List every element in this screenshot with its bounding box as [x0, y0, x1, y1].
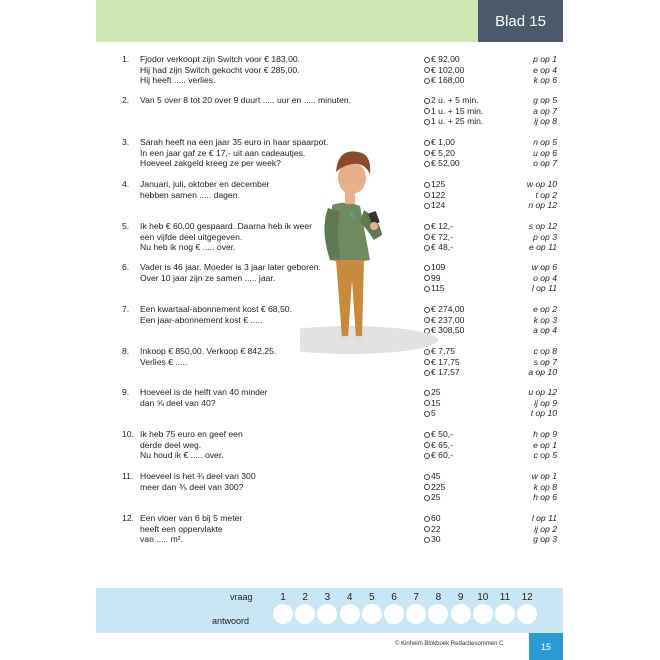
sheet-title: Blad 15 — [478, 0, 563, 42]
question-number: 7. — [122, 304, 130, 314]
radio-circle-icon[interactable] — [424, 359, 430, 365]
answer-option[interactable] — [424, 429, 557, 440]
option-value: 22 — [431, 523, 441, 534]
grid-question-number: 8 — [435, 592, 442, 603]
option-code: c op 5 — [533, 450, 557, 460]
question-text-line: Verlies € ..... — [140, 356, 188, 367]
option-value: 45 — [431, 471, 441, 482]
option-value: 5 — [431, 408, 436, 419]
option-value: € 72,- — [431, 231, 453, 242]
radio-circle-icon[interactable] — [424, 432, 430, 438]
answer-circle-field[interactable] — [495, 604, 515, 624]
question-text-line: Hoeveel is het ¾ deel van 300 — [140, 471, 256, 481]
radio-circle-icon[interactable] — [424, 516, 430, 522]
grid-question-number: 7 — [413, 592, 419, 603]
question-text-line: In een jaar gaf ze € 17,- uit aan cadeautjes. — [140, 147, 306, 158]
option-value: 1 u. + 25 min. — [431, 116, 484, 127]
question-text-line: Ik heb 75 euro en geef een — [140, 429, 243, 439]
grid-question-number: 9 — [457, 592, 464, 603]
option-value: 30 — [431, 534, 441, 545]
question-number: 2. — [122, 95, 130, 105]
question-text-line: dan ⅝ deel van 40? — [140, 397, 216, 408]
grid-question-number: 12 — [521, 592, 533, 603]
question-number: 11. — [122, 471, 134, 481]
question-text-line: Ik heb € 60,00 gespaard. Daarna heb ik weer — [140, 221, 312, 231]
option-code: ij op 8 — [534, 116, 557, 126]
question-number: 10. — [122, 429, 134, 439]
question-text-line: hebben samen ..... dagen. — [140, 189, 240, 200]
radio-circle-icon[interactable] — [424, 78, 430, 84]
option-code: a op 10 — [528, 367, 557, 377]
answer-option[interactable] — [424, 408, 557, 419]
option-code: ij op 9 — [534, 397, 557, 408]
option-value: 109 — [431, 262, 446, 273]
question-number: 3. — [122, 137, 130, 147]
question-text-line: Hoeveel is de helft van 40 minder — [140, 387, 268, 397]
grid-question-number: 1 — [280, 592, 286, 603]
grid-question-number: 3 — [324, 592, 331, 603]
option-code: o op 7 — [533, 158, 557, 168]
option-value: € 168,00 — [431, 75, 465, 86]
grid-question-number: 10 — [477, 592, 489, 603]
option-code: p op 1 — [533, 54, 557, 64]
radio-circle-icon[interactable] — [424, 119, 430, 125]
option-value: € 52,00 — [431, 158, 460, 169]
option-value: 125 — [431, 179, 446, 190]
option-code: e op 2 — [533, 304, 557, 314]
question-text-line: Hoeveel zakgeld kreeg ze per week? — [140, 158, 281, 168]
option-code: a op 7 — [533, 105, 557, 116]
boy-with-phone-illustration — [300, 140, 440, 360]
option-code: n op 12 — [528, 200, 557, 210]
answer-option[interactable] — [424, 534, 557, 545]
option-code: k op 6 — [533, 75, 557, 85]
question-text-line: Een kwartaal-abonnement kost € 68,50. — [140, 304, 292, 314]
option-code: w op 10 — [526, 179, 557, 189]
svg-text:K: K — [349, 210, 356, 220]
question-text-line: Hij heeft ..... verlies. — [140, 75, 216, 85]
grid-question-number: 5 — [369, 592, 375, 603]
question-text-line: Vader is 46 jaar. Moeder is 3 jaar later geboren. — [140, 262, 321, 272]
option-value: € 17,75 — [431, 356, 460, 367]
answer-option[interactable] — [424, 397, 557, 409]
answer-option[interactable] — [424, 439, 557, 451]
option-value: € 237,00 — [431, 314, 465, 325]
option-code: s op 12 — [528, 221, 557, 231]
option-code: l op 11 — [531, 283, 557, 293]
option-code: u op 12 — [528, 387, 557, 397]
option-value: € 12,- — [431, 221, 453, 232]
question-number: 5. — [122, 221, 130, 231]
question-text-line: Nu heb ik nog € ..... over. — [140, 242, 236, 252]
option-code: t op 2 — [535, 189, 557, 200]
option-value: 122 — [431, 189, 446, 200]
grid-question-number: 11 — [499, 592, 511, 603]
option-code: a op 4 — [533, 325, 557, 335]
question-text-line: Van 5 over 8 tot 20 over 9 duurt ..... uur en ..... minuten. — [140, 95, 351, 105]
radio-circle-icon[interactable] — [424, 453, 430, 459]
options-10 — [424, 429, 557, 461]
question-number: 1. — [122, 54, 130, 64]
option-code: e op 4 — [533, 64, 557, 75]
option-code: h op 6 — [533, 492, 557, 502]
option-value: 124 — [431, 200, 446, 211]
answer-option[interactable] — [424, 481, 557, 493]
option-code: ij op 2 — [534, 523, 557, 534]
radio-circle-icon[interactable] — [424, 411, 430, 417]
option-value: 60 — [431, 513, 441, 524]
option-code: u op 6 — [533, 147, 557, 158]
answer-circle-field[interactable] — [473, 604, 493, 624]
question-text-line: derde deel weg. — [140, 439, 202, 450]
grid-label-question: vraag — [230, 592, 253, 602]
radio-circle-icon[interactable] — [424, 98, 430, 104]
grid-question-number: 2 — [302, 592, 308, 603]
question-text-line: Fjodor verkoopt zijn Switch voor € 183,00. — [140, 54, 301, 64]
answer-option[interactable] — [424, 116, 557, 127]
answer-option[interactable] — [424, 105, 557, 117]
question-number: 8. — [122, 346, 130, 356]
question-text-line: Een jaar-abonnement kost € ..... — [140, 314, 263, 325]
option-value: 99 — [431, 272, 441, 283]
question-number: 4. — [122, 179, 130, 189]
answer-option[interactable] — [424, 95, 557, 106]
option-code: w op 1 — [531, 471, 557, 481]
header-band — [96, 0, 478, 42]
answer-option[interactable] — [424, 75, 557, 86]
question-text-line: een vijfde deel uitgegeven. — [140, 231, 243, 242]
option-value: € 48,- — [431, 242, 453, 253]
option-code: g op 3 — [533, 534, 557, 544]
radio-circle-icon[interactable] — [424, 537, 430, 543]
page-number: 15 — [529, 633, 563, 660]
radio-circle-icon[interactable] — [424, 442, 430, 448]
option-code: s op 7 — [533, 356, 557, 367]
option-value: € 1,00 — [431, 137, 455, 148]
options-12 — [424, 513, 557, 545]
radio-circle-icon[interactable] — [424, 390, 430, 396]
option-value: € 308,50 — [431, 325, 465, 336]
answer-option[interactable] — [424, 367, 557, 378]
option-value: 25 — [431, 387, 441, 398]
option-value: € 102,00 — [431, 64, 465, 75]
answer-option[interactable] — [424, 64, 557, 76]
question-text-line: heeft een oppervlakte — [140, 523, 223, 534]
option-code: l op 11 — [531, 513, 557, 523]
copyright: © Kinheim Blokboek Redactiesommen C — [395, 641, 504, 647]
question-text-line: van ..... m². — [140, 534, 183, 544]
answer-circle-field[interactable] — [340, 604, 360, 624]
options-1 — [424, 54, 557, 86]
radio-circle-icon[interactable] — [424, 474, 430, 480]
options-9 — [424, 387, 557, 419]
question-number: 6. — [122, 262, 130, 272]
answer-circle-field[interactable] — [362, 604, 382, 624]
question-text-line: Januari, juli, oktober en december — [140, 179, 270, 189]
options-2 — [424, 95, 557, 127]
option-value: € 5,20 — [431, 147, 455, 158]
question-number: 12. — [122, 513, 134, 523]
option-code: o op 4 — [533, 272, 557, 283]
question-text-line: Sarah heeft na een jaar 35 euro in haar spaarpot. — [140, 137, 329, 147]
question-number: 9. — [122, 387, 130, 397]
option-code: e op 1 — [533, 439, 557, 450]
option-code: e op 11 — [528, 242, 557, 252]
question-text-line: Hij had zijn Switch gekocht voor € 285,00. — [140, 64, 300, 75]
grid-question-number: 4 — [346, 592, 353, 603]
radio-circle-icon[interactable] — [424, 108, 430, 114]
answer-circle-field[interactable] — [384, 604, 404, 624]
answer-option[interactable] — [424, 523, 557, 535]
option-code: n op 5 — [533, 137, 557, 147]
option-value: 25 — [431, 492, 441, 503]
option-code: t op 10 — [530, 408, 557, 418]
option-value: 15 — [431, 397, 441, 408]
option-value: € 92,00 — [431, 54, 460, 65]
option-value: € 65,- — [431, 439, 453, 450]
answer-option[interactable] — [424, 492, 557, 503]
option-value: € 50,- — [431, 429, 453, 440]
radio-circle-icon[interactable] — [424, 67, 430, 73]
radio-circle-icon[interactable] — [424, 484, 430, 490]
grid-question-number: 6 — [391, 592, 397, 603]
radio-circle-icon[interactable] — [424, 400, 430, 406]
question-text-line: meer dan ⅗ deel van 300? — [140, 481, 244, 492]
radio-circle-icon[interactable] — [424, 526, 430, 532]
question-text-line: Een vloer van 6 bij 5 meter — [140, 513, 243, 523]
question-text-line: Nu houd ik € ..... over. — [140, 450, 224, 460]
radio-circle-icon[interactable] — [424, 57, 430, 63]
option-value: 225 — [431, 481, 446, 492]
options-11 — [424, 471, 557, 503]
option-code: k op 8 — [533, 481, 557, 492]
option-value: € 17,57 — [431, 367, 460, 378]
option-code: h op 9 — [533, 429, 557, 439]
answer-option[interactable] — [424, 54, 557, 65]
answer-circle-field[interactable] — [273, 604, 293, 624]
question-text-line: Inkoop € 850,00. Verkoop € 842,25. — [140, 346, 277, 356]
option-value: € 274,00 — [431, 304, 465, 315]
option-code: g op 5 — [533, 95, 557, 105]
radio-circle-icon[interactable] — [424, 495, 430, 501]
answer-option[interactable] — [424, 471, 557, 482]
option-value: 115 — [431, 283, 445, 294]
option-value: 1 u. + 15 min. — [431, 105, 484, 116]
grid-label-answer: antwoord — [212, 616, 250, 626]
answer-option[interactable] — [424, 387, 557, 398]
option-code: w op 6 — [531, 262, 557, 272]
option-code: c op 8 — [533, 346, 557, 356]
question-text-line: Over 10 jaar zijn ze samen ..... jaar. — [140, 272, 276, 283]
option-value: 2 u. + 5 min. — [431, 95, 479, 106]
answer-circle-field[interactable] — [451, 604, 471, 624]
answer-option[interactable] — [424, 450, 557, 461]
option-code: k op 3 — [533, 314, 557, 325]
radio-circle-icon[interactable] — [424, 370, 430, 376]
option-value: € 7,75 — [431, 346, 455, 357]
option-value: € 60,- — [431, 450, 453, 461]
option-code: p op 3 — [533, 231, 557, 242]
answer-option[interactable] — [424, 513, 557, 524]
